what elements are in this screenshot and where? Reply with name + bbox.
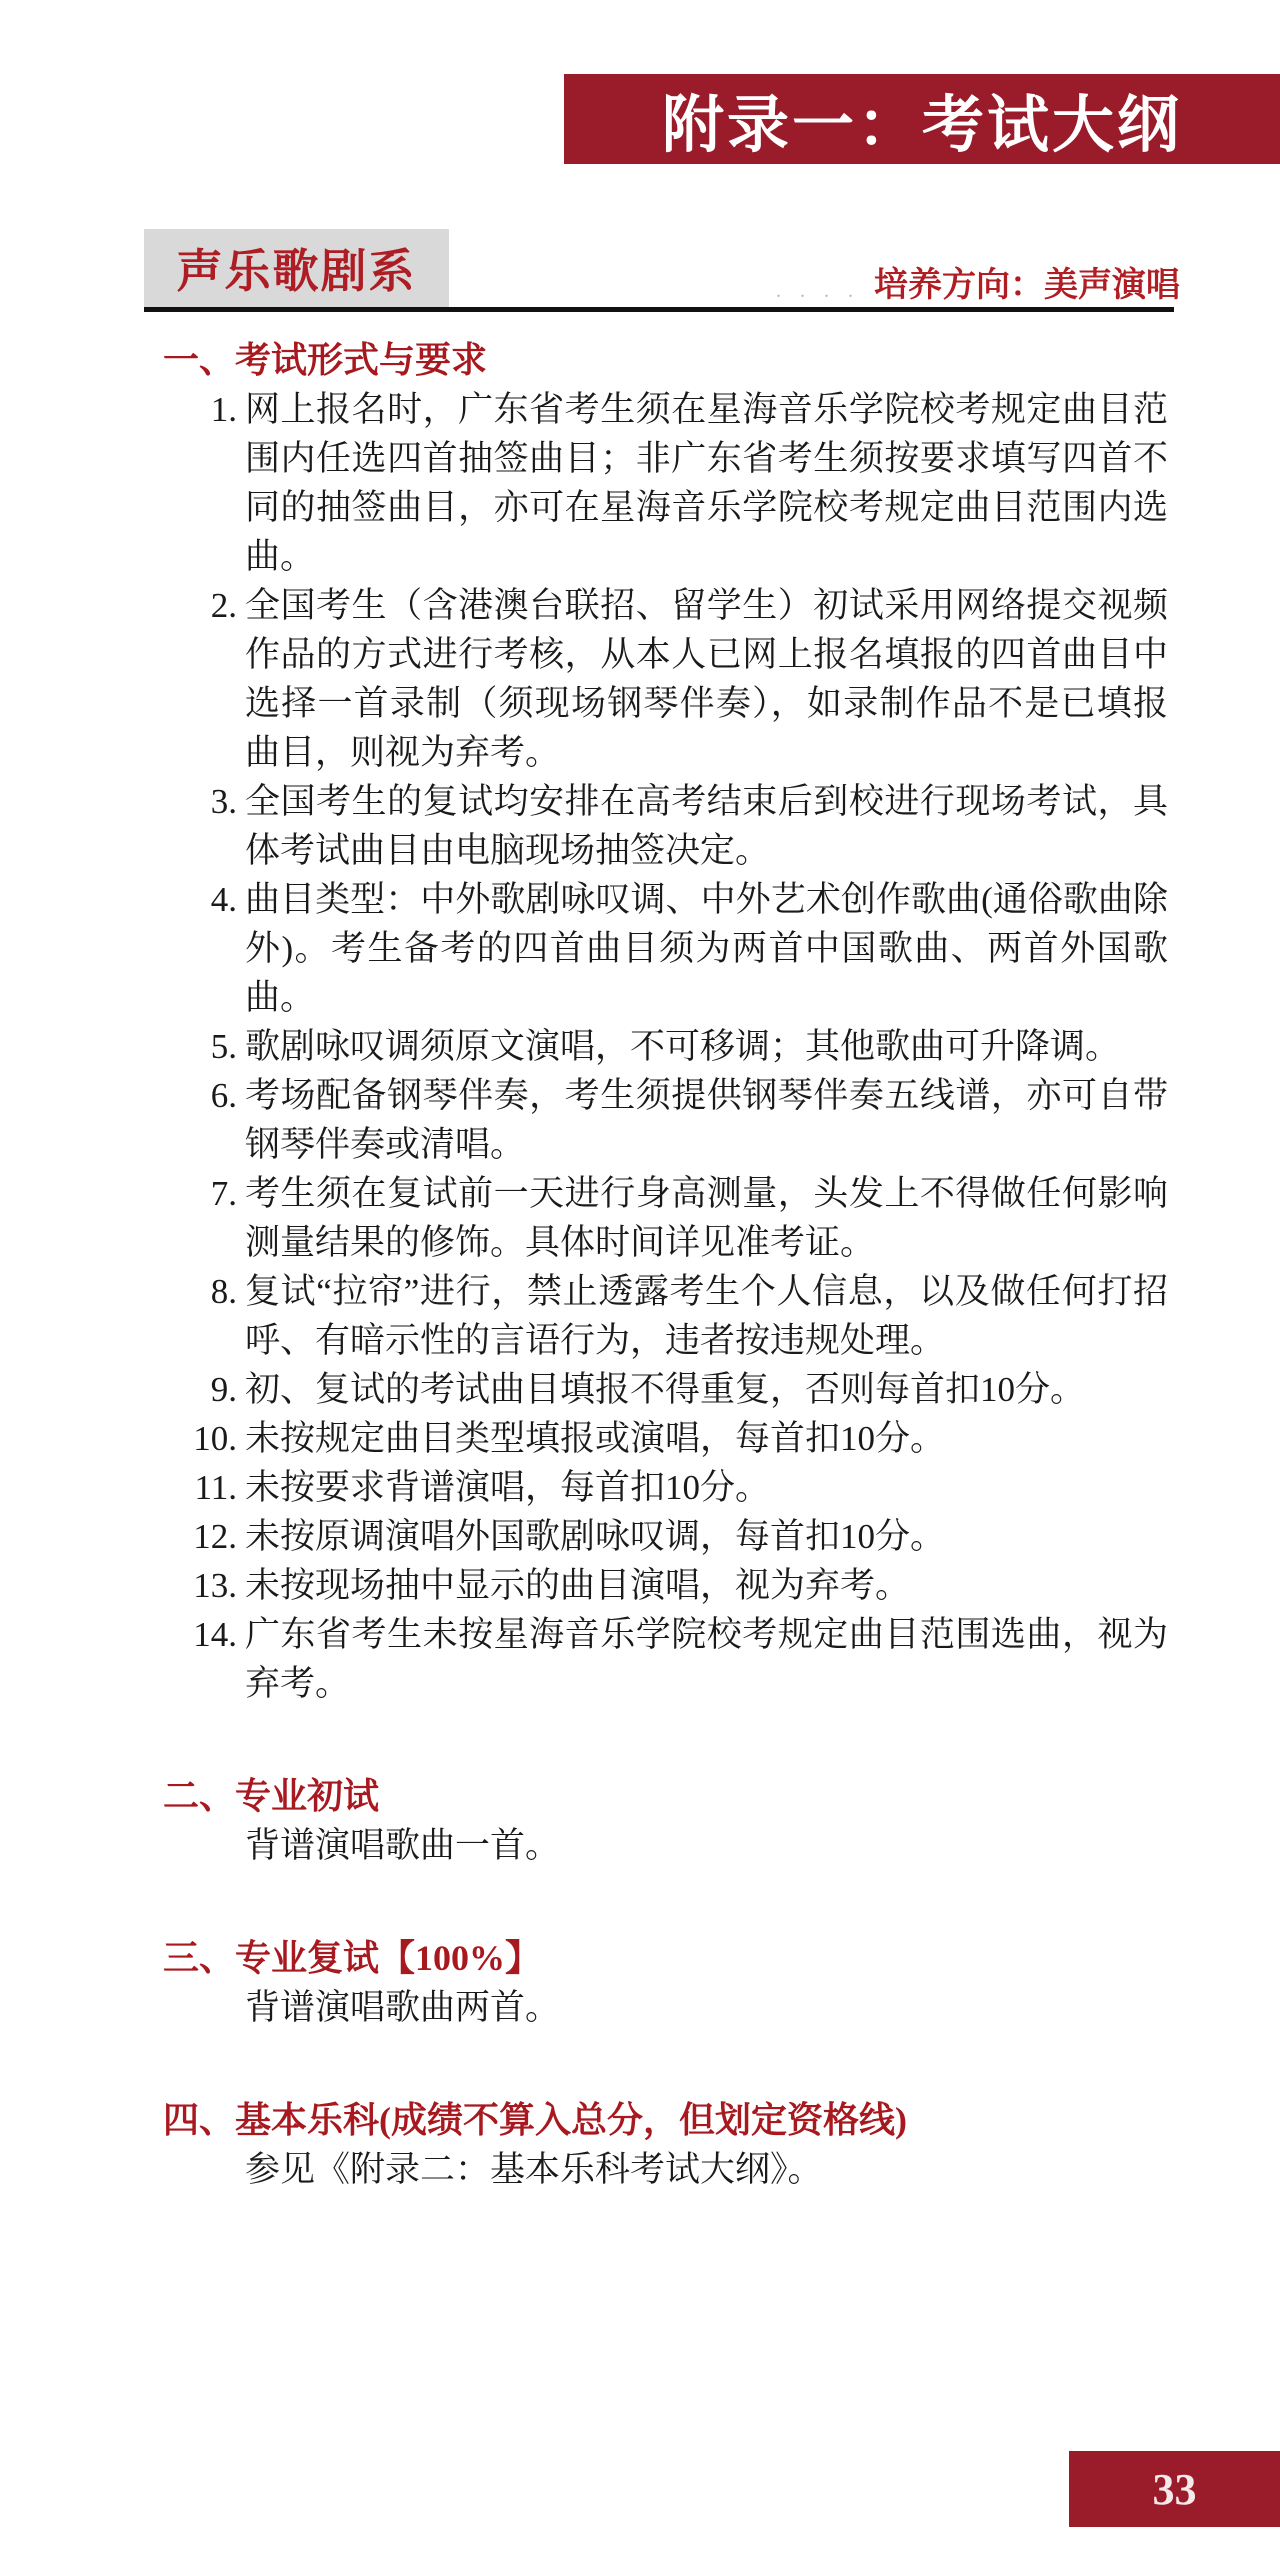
- list-item: [163, 1561, 1168, 1610]
- list-item-text: 网上报名时，广东省考生须在星海音乐学院校考规定曲目范围内任选四首抽签曲目；非广东省考生须按要求填写四首不同的抽签曲目，亦可在星海音乐学院校考规定曲目范围内选曲。: [245, 390, 1168, 576]
- list-item-text: 未按规定曲目类型填报或演唱，每首扣10分。: [245, 1419, 946, 1458]
- section-body-preliminary: 背谱演唱歌曲一首。: [245, 1826, 561, 1865]
- list-item-text: 未按要求背谱演唱，每首扣10分。: [245, 1468, 771, 1507]
- list-item: [163, 1071, 1168, 1169]
- list-item-text: 广东省考生未按星海音乐学院校考规定曲目范围选曲，视为弃考。: [245, 1615, 1168, 1703]
- list-item-text: 全国考生（含港澳台联招、留学生）初试采用网络提交视频作品的方式进行考核，从本人已网上报名填报的四首曲目中选择一首录制（须现场钢琴伴奏），如录制作品不是已填报曲目，则视为弃考。: [245, 586, 1168, 772]
- list-item: [163, 777, 1168, 875]
- leader-dots: . . . .: [776, 280, 860, 302]
- section-heading-basic-music: 四、基本乐科(成绩不算入总分，但划定资格线): [163, 2100, 907, 2140]
- list-item-text: 初、复试的考试曲目填报不得重复，否则每首扣10分。: [245, 1370, 1086, 1409]
- list-item: [163, 1610, 1168, 1708]
- list-item-text: 曲目类型：中外歌剧咏叹调、中外艺术创作歌曲(通俗歌曲除外)。考生备考的四首曲目须为两首中国歌曲、两首外国歌曲。: [245, 880, 1168, 1017]
- list-item-number: 11.: [194, 1468, 237, 1507]
- list-item: [163, 1414, 1168, 1463]
- page-number: 33: [1152, 2464, 1197, 2514]
- list-item-text: 全国考生的复试均安排在高考结束后到校进行现场考试，具体考试曲目由电脑现场抽签决定。: [245, 782, 1168, 870]
- page-number-box: [1069, 2451, 1280, 2527]
- section-heading-final: 三、专业复试【100%】: [163, 1938, 542, 1978]
- list-item: [163, 1267, 1168, 1365]
- list-item-text: 考场配备钢琴伴奏，考生须提供钢琴伴奏五线谱，亦可自带钢琴伴奏或清唱。: [245, 1076, 1168, 1164]
- list-item: [163, 875, 1168, 1022]
- list-item: [163, 1169, 1168, 1267]
- list-item-number: 3.: [210, 782, 237, 821]
- department-badge: [144, 229, 449, 307]
- list-item: [163, 581, 1168, 777]
- list-item-text: 歌剧咏叹调须原文演唱，不可移调；其他歌曲可升降调。: [245, 1027, 1121, 1066]
- banner-title: 附录一：考试大纲: [661, 91, 1182, 160]
- list-item-number: 6.: [210, 1076, 237, 1115]
- list-item: [163, 1512, 1168, 1561]
- document-content: [163, 336, 1168, 2194]
- header-rule: [144, 307, 1174, 312]
- list-item: [163, 1022, 1168, 1071]
- appendix-banner: [564, 74, 1280, 164]
- department-title: 声乐歌剧系: [176, 246, 417, 297]
- list-item-number: 10.: [193, 1419, 237, 1458]
- section-heading-requirements: 一、考试形式与要求: [163, 340, 488, 380]
- list-item-text: 复试“拉帘”进行，禁止透露考生个人信息，以及做任何打招呼、有暗示性的言语行为，违者按违规处理。: [245, 1272, 1168, 1360]
- list-item-number: 1.: [210, 390, 237, 429]
- list-item-number: 14.: [193, 1615, 237, 1654]
- list-item-text: 未按现场抽中显示的曲目演唱，视为弃考。: [245, 1566, 911, 1605]
- list-item-number: 2.: [210, 586, 237, 625]
- section-heading-preliminary: 二、专业初试: [163, 1776, 380, 1816]
- list-item-text: 未按原调演唱外国歌剧咏叹调，每首扣10分。: [245, 1517, 946, 1556]
- section-body-final: 背谱演唱歌曲两首。: [245, 1988, 561, 2027]
- list-item: [163, 385, 1168, 581]
- list-item-number: 4.: [210, 880, 237, 919]
- direction-row: [740, 258, 1180, 306]
- list-item-text: 考生须在复试前一天进行身高测量，头发上不得做任何影响测量结果的修饰。具体时间详见准考证。: [245, 1174, 1168, 1262]
- list-item: [163, 1463, 1168, 1512]
- section-body-basic-music: 参见《附录二：基本乐科考试大纲》。: [245, 2150, 823, 2189]
- list-item-number: 12.: [193, 1517, 237, 1556]
- list-item: [163, 1365, 1168, 1414]
- list-item-number: 9.: [210, 1370, 237, 1409]
- list-item-number: 7.: [210, 1174, 237, 1213]
- list-item-number: 13.: [193, 1566, 237, 1605]
- direction-label: 培养方向：美声演唱: [874, 267, 1180, 304]
- list-item-number: 8.: [210, 1272, 237, 1311]
- list-item-number: 5.: [210, 1027, 237, 1066]
- requirements-list: [163, 385, 1168, 1708]
